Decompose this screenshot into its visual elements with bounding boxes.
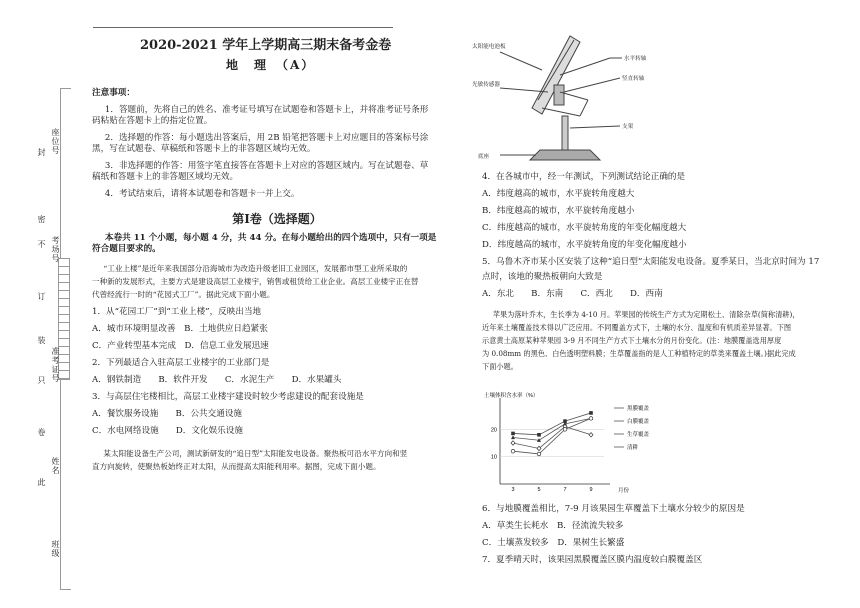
question-options: C．产业转型基本完成 D．信息工业发展迅速 <box>92 341 269 351</box>
note-line: 3．非选择题的作答：用签字笔直接答在答题卡上对应的答题区域内。写在试题卷、草 <box>104 161 429 171</box>
note-line: 2．选择题的作答：每小题选出答案后，用 2B 铅笔把答题卡上对应题目的答案标号涂 <box>104 133 429 143</box>
section-instruction: 符合题目要求的。 <box>92 244 161 254</box>
x-tick-label: 7 <box>563 487 567 493</box>
label-support: 支架 <box>622 124 634 130</box>
passage-line: 为 0.08mm 的黑色、白色透明塑料膜；生草覆盖指的是人工种植特定的草类来覆盖土壤。)据此完成 <box>482 349 796 358</box>
passage-line: “工业上楼”是近年来我国部分沿海城市为改造升级老旧工业园区，发展都市型工业所采取的 <box>103 264 408 273</box>
question-options: A．餐饮服务设施 B．公共交通设施 <box>92 409 243 419</box>
x-tick-label: 3 <box>511 487 515 493</box>
notes-heading: 注意事项： <box>92 88 135 98</box>
legend-label: 生草覆盖 <box>627 432 650 438</box>
data-point <box>589 417 593 421</box>
note-line: 1．答题前，先将自己的姓名、准考证号填写在试题卷和答题卡上，并将准考证号条形 <box>104 105 429 115</box>
seal-char: 装 <box>37 336 46 345</box>
passage-line: 一种新的发展形式，主要方式是建设高层工业楼宇，销售或租赁给工业企业。高层工业楼宇正在替 <box>92 277 419 286</box>
question-options: A．城市环境明显改善 B．土地供应日趋紧张 <box>92 324 268 334</box>
legend-label: 白膜覆盖 <box>627 419 650 425</box>
section-instruction: 本卷共 11 个小题，每小题 4 分，共 44 分。在每小题给出的四个选项中，只有一项是 <box>104 233 437 243</box>
passage-line: 示意黄土高原某种苹果园 3-9 月不同生产方式下土壤水分的月份变化。(注：地膜覆盖选用厚度 <box>482 336 782 345</box>
left-column <box>92 88 462 473</box>
question-options: C．水电网络设施 D．文化娱乐设施 <box>92 426 243 436</box>
legend-label: 清耕 <box>627 445 639 451</box>
passage-line: 直方向旋转，使聚热板始终正对太阳，从而提高太阳能利用率。据图，完成下面小题。 <box>92 462 381 471</box>
question-stem: 6．与地膜覆盖相比，7-9 月该果园生草覆盖下土壤水分较少的原因是 <box>482 504 745 514</box>
question-options: D．纬度越高的城市，水平旋转角度的年变化幅度越小 <box>482 240 687 250</box>
data-point <box>589 433 593 437</box>
data-point <box>511 449 515 453</box>
exam-title: 2020-2021 学年上学期高三期末备考金卷 <box>140 38 392 53</box>
seat-label: 座位号 <box>51 128 60 155</box>
seal-char: 只 <box>37 376 46 385</box>
note-line: 黑，写在试题卷、草稿纸和答题卡上的非答题区域均无效。 <box>92 144 316 154</box>
data-point <box>589 411 593 415</box>
chart-ylabel: 土壤体积含水率（%） <box>484 393 539 399</box>
legend-label: 黑膜覆盖 <box>627 406 650 412</box>
label-sensor: 光敏传感器 <box>472 82 500 88</box>
question-options: A．纬度越高的城市，水平旋转角度越大 <box>482 189 635 199</box>
label-horizontal-axis: 水平转轴 <box>624 56 647 62</box>
exam-no-label: 准考证号 <box>51 347 60 383</box>
label-vertical-axis: 竖直转轴 <box>622 76 645 82</box>
passage-line: 近年来土壤覆盖技术得以广泛应用。不同覆盖方式下，土壤的水分、温度和有机质差异显著。下图 <box>482 323 792 332</box>
data-point <box>563 428 567 432</box>
label-base: 底座 <box>478 154 490 160</box>
passage-line: 某太阳能设备生产公司，测试新研发的“追日型”太阳能发电设备。聚热板可沿水平方向和竖 <box>103 449 408 458</box>
question-options: B．纬度越高的城市，水平旋转角度越小 <box>482 206 635 216</box>
question-options: A．东北 B．东南 C．西北 D．西南 <box>482 289 663 299</box>
data-point <box>511 441 515 445</box>
top-rule <box>93 27 393 28</box>
chart-xlabel: 月份 <box>618 488 630 494</box>
seal-char: 封 <box>37 148 46 157</box>
right-column <box>482 172 842 373</box>
x-tick-label: 9 <box>589 487 593 493</box>
class-label: 班级 <box>51 540 60 558</box>
seal-char: 此 <box>37 478 46 487</box>
question-options: C．纬度越高的城市，水平旋转角度的年变化幅度越大 <box>482 223 687 233</box>
seal-char: 卷 <box>37 428 46 437</box>
subject-title: 地 理 （A） <box>226 58 316 72</box>
passage-line: 苹果为落叶乔木，生长季为 4-10 月。苹果园的传统生产方式为定期松土、清除杂草(简称清耕)， <box>492 310 800 319</box>
passage-line: 下面小题。 <box>482 362 518 371</box>
seal-char: 订 <box>37 292 46 301</box>
solar-tracker-figure <box>470 30 690 170</box>
label-panel: 太阳能电池板 <box>472 44 506 50</box>
seal-char: 不 <box>37 240 46 249</box>
question-stem: 5．乌鲁木齐市某小区安装了这种“追日型”太阳能发电设备。夏季某日，当北京时间为 17 <box>482 257 820 267</box>
passage-line: 代曾经流行一时的“花园式工厂”。据此完成下面小题。 <box>92 290 275 299</box>
name-label: 姓名 <box>51 457 60 475</box>
question-options: A．草类生长耗水 B．径流流失较多 <box>482 521 624 531</box>
section-title: 第Ⅰ卷（选择题） <box>232 212 322 226</box>
data-point <box>537 433 541 437</box>
question-options: C．土壤蒸发较多 D．果树生长繁盛 <box>482 538 625 548</box>
room-label: 考场号 <box>51 236 60 263</box>
x-tick-label: 5 <box>537 487 541 493</box>
note-line: 4．考试结束后，请将本试题卷和答题卡一并上交。 <box>104 189 300 199</box>
y-tick-label: 20 <box>490 427 497 434</box>
note-line: 码粘贴在答题卡上的指定位置。 <box>92 116 213 126</box>
data-point <box>511 432 515 436</box>
series-line <box>513 418 591 454</box>
data-point <box>511 435 515 439</box>
series-line <box>513 427 591 449</box>
question-stem: 7．夏季晴天时，该果园黑膜覆盖区膜内温度较白膜覆盖区 <box>482 555 703 565</box>
note-line: 稿纸和答题卡上的非答题区域均无效。 <box>92 172 239 182</box>
question-stem: 1．从“花园工厂”到“工业上楼”，反映出当地 <box>92 307 262 317</box>
soil-moisture-chart <box>482 388 662 498</box>
seal-char: 密 <box>37 215 46 224</box>
data-point <box>537 452 541 456</box>
question-stem: 3．与高层住宅楼相比，高层工业楼宇建设时较少考虑建设的配套设施是 <box>92 392 364 402</box>
right-bottom <box>482 504 842 566</box>
question-stem: 点时，该地的聚热板朝向大致是 <box>482 272 603 282</box>
question-stem: 4．在各城市中，经一年测试，下列测试结论正确的是 <box>482 172 686 182</box>
question-stem: 2．下列最适合入驻高层工业楼宇的工业部门是 <box>92 358 270 368</box>
y-tick-label: 10 <box>490 454 497 461</box>
question-options: A．钢铁制造 B．软件开发 C．水泥生产 D．水果罐头 <box>92 375 342 385</box>
